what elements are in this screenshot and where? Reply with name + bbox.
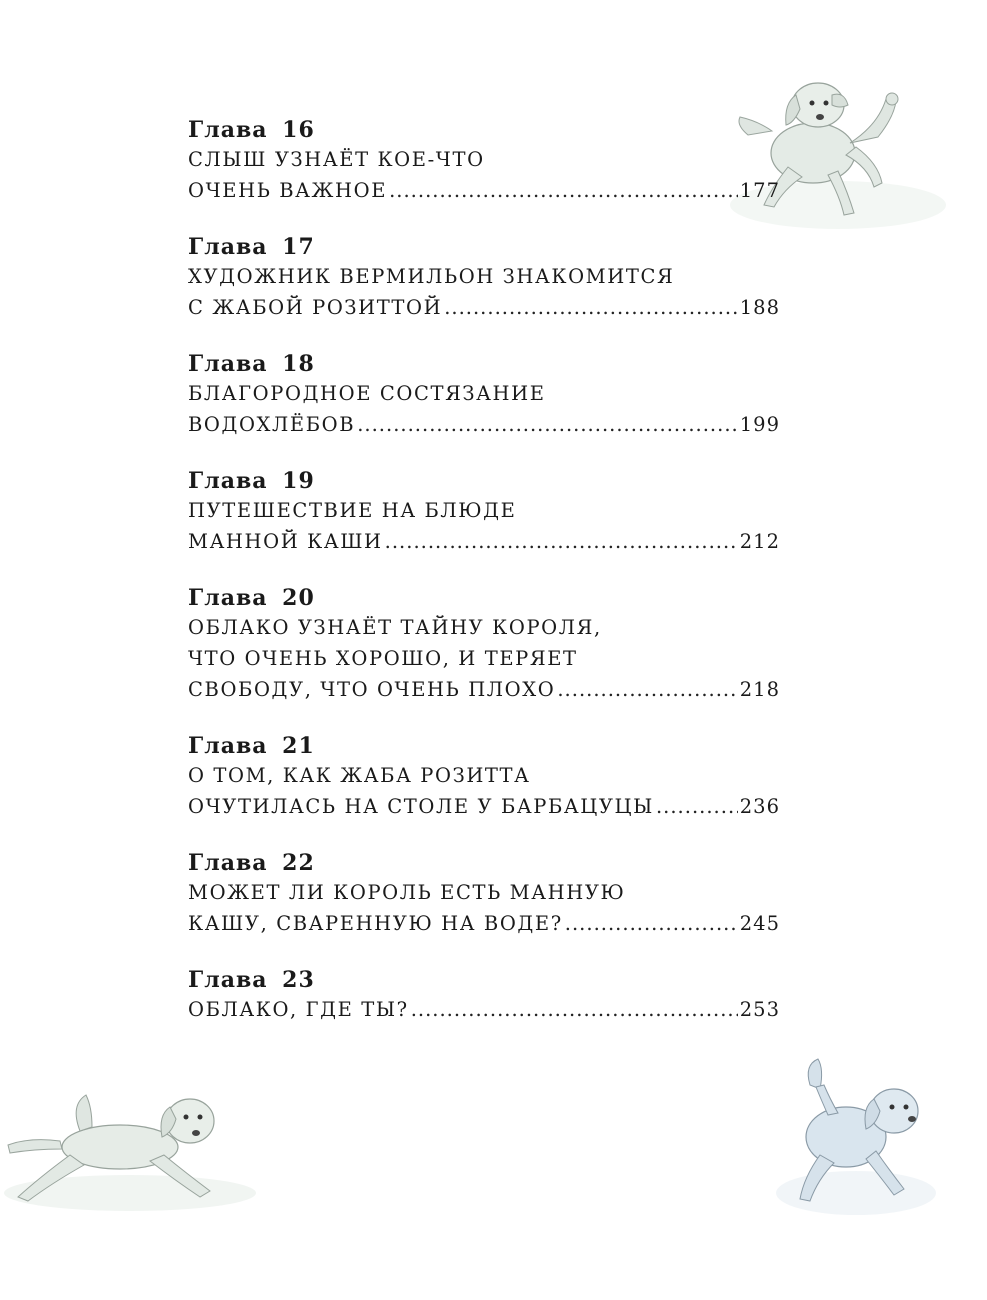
chapter-title-line: ХУДОЖНИК ВЕРМИЛЬОН ЗНАКОМИТСЯ <box>188 265 675 288</box>
chapter-title-last-line <box>188 175 780 206</box>
chapter-title-last-line <box>188 409 780 440</box>
chapter-heading: Глава 18 <box>188 351 315 377</box>
dog-illustration-bottom-left <box>0 1085 262 1215</box>
chapter-title-text: С ЖАБОЙ РОЗИТТОЙ <box>188 296 443 319</box>
toc-entry-chapter-17 <box>188 233 780 323</box>
dot-leader <box>411 994 738 1025</box>
chapter-heading: Глава 23 <box>188 967 315 993</box>
page-number: 236 <box>739 795 780 818</box>
dot-leader <box>385 526 738 557</box>
dot-leader <box>557 674 737 705</box>
page-number: 199 <box>739 413 780 436</box>
toc-entry-chapter-22 <box>188 849 780 939</box>
dot-leader <box>565 908 738 939</box>
dog-illustration-bottom-right <box>770 1055 940 1220</box>
chapter-title-text: ОЧЕНЬ ВАЖНОЕ <box>188 179 388 202</box>
chapter-title-text: ОЧУТИЛАСЬ НА СТОЛЕ У БАРБАЦУЦЫ <box>188 795 654 818</box>
toc-entry-chapter-23 <box>188 966 780 1025</box>
chapter-heading: Глава 21 <box>188 733 315 759</box>
toc-entry-chapter-20 <box>188 584 780 705</box>
chapter-title-last-line <box>188 292 780 323</box>
dot-leader <box>444 292 738 323</box>
dot-leader <box>389 175 738 206</box>
chapter-title-last-line <box>188 994 780 1025</box>
chapter-heading: Глава 22 <box>188 850 315 876</box>
page-number: 253 <box>739 998 780 1021</box>
chapter-heading: Глава 20 <box>188 585 315 611</box>
page-number: 212 <box>739 530 780 553</box>
dot-leader <box>656 791 738 822</box>
page-number: 188 <box>739 296 780 319</box>
toc-entry-chapter-16 <box>188 116 780 206</box>
toc-entry-chapter-18 <box>188 350 780 440</box>
chapter-title-last-line <box>188 791 780 822</box>
chapter-title-line: ПУТЕШЕСТВИЕ НА БЛЮДЕ <box>188 499 517 522</box>
toc-entry-chapter-19 <box>188 467 780 557</box>
chapter-title-text: МАННОЙ КАШИ <box>188 530 383 553</box>
chapter-heading: Глава 16 <box>188 117 315 143</box>
chapter-title-line: ОБЛАКО УЗНАЁТ ТАЙНУ КОРОЛЯ, <box>188 616 602 639</box>
chapter-title-line: СЛЫШ УЗНАЁТ КОЕ-ЧТО <box>188 148 485 171</box>
chapter-title-last-line <box>188 674 780 705</box>
chapter-title-text: СВОБОДУ, ЧТО ОЧЕНЬ ПЛОХО <box>188 678 556 701</box>
toc-entry-chapter-21 <box>188 732 780 822</box>
page-number: 177 <box>739 179 780 202</box>
chapter-title-text: ОБЛАКО, ГДЕ ТЫ? <box>188 998 409 1021</box>
dot-leader <box>357 409 738 440</box>
chapter-title-last-line <box>188 526 780 557</box>
table-of-contents <box>188 116 780 1052</box>
chapter-title-line: О ТОМ, КАК ЖАБА РОЗИТТА <box>188 764 531 787</box>
chapter-heading: Глава 19 <box>188 468 315 494</box>
chapter-title-last-line <box>188 908 780 939</box>
chapter-title-text: ВОДОХЛЁБОВ <box>188 413 356 436</box>
chapter-heading: Глава 17 <box>188 234 315 260</box>
chapter-title-line: ЧТО ОЧЕНЬ ХОРОШО, И ТЕРЯЕТ <box>188 647 578 670</box>
chapter-title-line: БЛАГОРОДНОЕ СОСТЯЗАНИЕ <box>188 382 546 405</box>
chapter-title-text: КАШУ, СВАРЕННУЮ НА ВОДЕ? <box>188 912 563 935</box>
chapter-title-line: МОЖЕТ ЛИ КОРОЛЬ ЕСТЬ МАННУЮ <box>188 881 626 904</box>
page-number: 218 <box>739 678 780 701</box>
page-number: 245 <box>739 912 780 935</box>
